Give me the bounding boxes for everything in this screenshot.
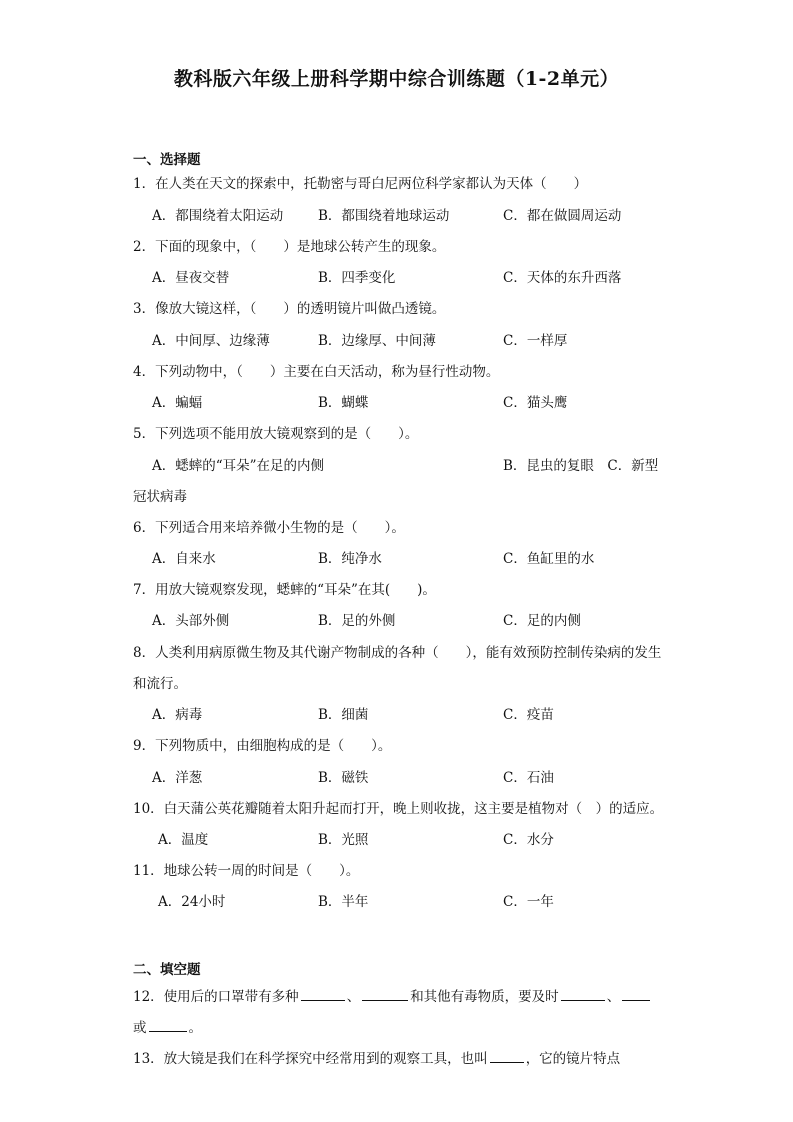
question-8-option-a: A．病毒 (152, 707, 203, 723)
q13-text-1: 13．放大镜是我们在科学探究中经常用到的观察工具，也叫 (133, 1051, 488, 1067)
q12-text-4: 、 (606, 989, 621, 1005)
q12-blank-3[interactable] (561, 988, 605, 1001)
question-3: 3．像放大镜这样，（ ）的透明镜片叫做凸透镜。 (133, 301, 446, 317)
question-11: 11．地球公转一周的时间是（ ）。 (133, 863, 360, 879)
question-1-option-a: A．都围绕着太阳运动 (152, 208, 284, 224)
page-title: 教科版六年级上册科学期中综合训练题（1-2单元） (173, 68, 620, 90)
question-11-option-b: B．半年 (318, 894, 369, 910)
q12-text-1: 12．使用后的口罩带有多种 (133, 989, 299, 1005)
question-2: 2．下面的现象中，（ ）是地球公转产生的现象。 (133, 239, 446, 255)
question-2-option-c: C．天体的东升西落 (503, 270, 622, 286)
q12-text-3: 和其他有毒物质，要及时 (410, 989, 559, 1005)
question-7-option-a: A．头部外侧 (152, 613, 230, 629)
question-4-option-a: A．蝙蝠 (152, 395, 203, 411)
question-3-option-a: A．中间厚、边缘薄 (152, 333, 270, 349)
question-4: 4．下列动物中，（ ）主要在白天活动，称为昼行性动物。 (133, 364, 500, 380)
question-5-continuation: 冠状病毒 (133, 489, 187, 505)
question-6-option-b: B．纯净水 (318, 551, 382, 567)
q12-text-6: 。 (188, 1020, 202, 1036)
question-5: 5．下列选项不能用放大镜观察到的是（ ）。 (133, 426, 419, 442)
q12-blank-5[interactable] (149, 1019, 187, 1032)
section-heading-choice: 一、选择题 (133, 152, 201, 168)
question-1: 1．在人类在天文的探索中，托勒密与哥白尼两位科学家都认为天体（ ） (133, 176, 588, 192)
question-6-option-c: C．鱼缸里的水 (503, 551, 595, 567)
question-10-option-a: A．温度 (158, 832, 209, 848)
q12-text-2: 、 (346, 989, 361, 1005)
question-9-option-b: B．磁铁 (318, 770, 369, 786)
question-7-option-b: B．足的外侧 (318, 613, 396, 629)
section-heading-fill: 二、填空题 (133, 962, 201, 978)
question-8-continuation: 和流行。 (133, 676, 187, 692)
q12-blank-2[interactable] (362, 988, 408, 1001)
question-5-option-bc: B．昆虫的复眼 C．新型 (503, 458, 659, 474)
q12-blank-4[interactable] (622, 988, 650, 1001)
q13-text-2: ，它的镜片特点 (525, 1051, 621, 1067)
question-7-option-c: C．足的内侧 (503, 613, 581, 629)
question-11-option-c: C．一年 (503, 894, 554, 910)
question-9-option-c: C．石油 (503, 770, 554, 786)
question-6: 6．下列适合用来培养微小生物的是（ ）。 (133, 520, 405, 536)
question-13 (133, 1047, 620, 1067)
question-1-option-b: B．都围绕着地球运动 (318, 208, 450, 224)
q13-blank-1[interactable] (490, 1050, 524, 1063)
question-2-option-b: B．四季变化 (318, 270, 396, 286)
question-4-option-c: C．猫头鹰 (503, 395, 568, 411)
question-11-option-a: A．24小时 (158, 894, 226, 910)
question-12-continuation (133, 1016, 202, 1036)
question-7: 7．用放大镜观察发现，蟋蟀的“耳朵”在其( )。 (133, 582, 436, 598)
question-4-option-b: B．蝴蝶 (318, 395, 369, 411)
question-2-option-a: A．昼夜交替 (152, 270, 230, 286)
question-5-option-a: A．蟋蟀的“耳朵”在足的内侧 (152, 458, 325, 474)
question-10-option-b: B．光照 (318, 832, 369, 848)
question-10: 10．白天蒲公英花瓣随着太阳升起而打开，晚上则收拢，这主要是植物对（ ）的适应。 (133, 801, 664, 817)
question-8-option-c: C．疫苗 (503, 707, 554, 723)
q12-text-5: 或 (133, 1020, 147, 1036)
question-8-option-b: B．细菌 (318, 707, 369, 723)
question-9: 9．下列物质中，由细胞构成的是（ ）。 (133, 738, 392, 754)
question-3-option-b: B．边缘厚、中间薄 (318, 333, 436, 349)
question-10-option-c: C．水分 (503, 832, 554, 848)
question-9-option-a: A．洋葱 (152, 770, 203, 786)
question-8: 8．人类利用病原微生物及其代谢产物制成的各种（ ），能有效预防控制传染病的发生 (133, 645, 662, 661)
question-3-option-c: C．一样厚 (503, 333, 568, 349)
question-1-option-c: C．都在做圆周运动 (503, 208, 622, 224)
question-12 (133, 985, 652, 1005)
question-6-option-a: A．自来水 (152, 551, 216, 567)
q12-blank-1[interactable] (301, 988, 345, 1001)
